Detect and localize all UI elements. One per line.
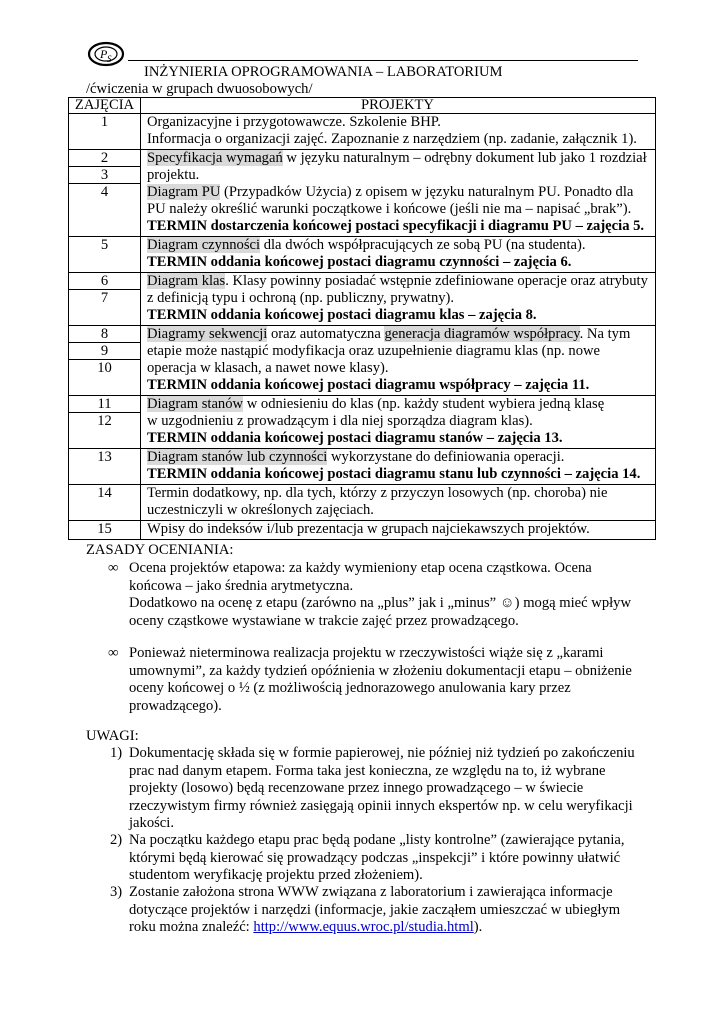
table-row [68, 114, 656, 150]
description-text: w odniesieniu do klas (np. każdy student wybiera jedną klasę [243, 396, 605, 412]
description-text: . Klasy powinny posiadać wstępnie zdefiniowane operacje oraz atrybuty [225, 273, 648, 289]
logo-emblem [86, 39, 132, 69]
session-number: 12 [97, 413, 112, 429]
session-number: 3 [69, 167, 140, 184]
description-text: operacja w klasach, a nawet nowe klasy). [147, 360, 389, 376]
page-title: INŻYNIERIA OPROGRAMOWANIA – LABORATORIUM [144, 64, 503, 80]
highlighted-term: Specyfikacja wymagań [147, 150, 283, 166]
description-text: uczestniczyli w określonych zajęciach. [147, 502, 374, 518]
studia-link[interactable]: http://www.equus.wroc.pl/studia.html [253, 919, 474, 935]
page-subtitle: /ćwiczenia w grupach dwuosobowych/ [86, 81, 313, 97]
description-text: Wpisy do indeksów i/lub prezentacja w grupach najciekawszych projektów. [147, 521, 590, 537]
grading-item-1: Ocena projektów etapowa: za każdy wymieniony etap ocena cząstkowa. Ocena końcowa – jako średnia arytmetyczna. Dodatkowo na ocenę z etapu (zarówno na „plus” jak i „minus” ☺) mogą mieć wpływ oceny cząstkowe wystawiane w trakcie zajęć przez prowadzącego. [129, 560, 632, 629]
project-description [147, 114, 653, 148]
session-number: 2 [69, 150, 140, 167]
description-text: (Przypadków Użycia) z opisem w języku naturalnym PU. Ponadto dla [220, 184, 634, 200]
project-description [147, 396, 653, 447]
description-text: Informacja o organizacji zajęć. Zapoznanie z narzędziem (np. zadanie, załącznik 1). [147, 131, 637, 147]
table-row [68, 237, 656, 273]
project-description [147, 449, 653, 483]
highlighted-term: Diagram stanów lub czynności [147, 449, 328, 465]
session-number: 14 [97, 485, 112, 501]
table-row [68, 521, 656, 540]
svg-text:S: S [107, 54, 112, 64]
description-text: PU należy określić warunki początkowe i końcowe (jeśli nie ma – napisać „brak”). [147, 201, 632, 217]
note-item-3: Zostanie założona strona WWW związana z laboratorium i zawierająca informacje dotyczące projektów i narzędzi (informacje, jakie zacząłem umieszczać w ubiegłym roku można znaleźć: http://www.equus.wroc.pl/studia.html). [129, 884, 621, 935]
grading-heading: ZASADY OCENIANIA: [86, 542, 234, 558]
session-number: 4 [100, 184, 109, 200]
project-description [147, 150, 653, 235]
column-header-projekty: PROJEKTY [361, 97, 434, 113]
description-text: w języku naturalnym – odrębny dokument lub jako 1 rozdział [282, 150, 647, 166]
table-row [68, 396, 656, 449]
highlighted-term: Diagram stanów [147, 396, 244, 412]
session-number: 1 [100, 114, 109, 130]
highlighted-term: Diagram czynności [147, 237, 261, 253]
note-text: ). [473, 919, 483, 935]
project-description [147, 521, 653, 538]
deadline-text: TERMIN oddania końcowej postaci diagramu stanów – zajęcia 13. [147, 430, 563, 446]
grading-item-2: Ponieważ nieterminowa realizacja projektu w rzeczywistości wiąże się z „karami umownymi”, za każdy tydzień opóźnienia w złożeniu dokumentacji etapu – obniżenie oceny końcowej o ½ (z możliwością jednorazowego anulowania kary przez prowadzącego). [129, 645, 632, 714]
deadline-text: TERMIN oddania końcowej postaci diagramu klas – zajęcia 8. [147, 307, 537, 323]
session-number: 8 [69, 326, 140, 343]
session-number: 9 [69, 343, 140, 360]
header-rule [128, 60, 638, 61]
note-item-2: Na początku każdego etapu prac będą podane „listy kontrolne” (zawierające pytania, którymi będą kierować się prowadzący podczas „inspekcji” i które powinny ułatwić studentom weryfikację projektu przed złożeniem). [129, 832, 625, 883]
highlighted-term: Diagram PU [147, 184, 221, 200]
description-text: projektu. [147, 167, 200, 183]
table-row [68, 273, 656, 326]
table-header-row [68, 97, 656, 114]
bullet-icon: ∞ [108, 560, 119, 576]
highlighted-term: generacja diagramów współpracy [384, 326, 580, 342]
table-row [68, 449, 656, 485]
table-row [68, 485, 656, 521]
description-text: w uzgodnieniu z prowadzącym i dla niej sporządza diagram klas). [147, 413, 533, 429]
description-text: . Na tym [579, 326, 631, 342]
note-text: roku można znaleźć: [129, 919, 254, 935]
description-text: dla dwóch współpracujących ze sobą PU (na studenta). [260, 237, 586, 253]
notes-heading: UWAGI: [86, 728, 139, 744]
highlighted-term: Diagram klas [147, 273, 226, 289]
session-number: 5 [100, 237, 109, 253]
project-description [147, 273, 653, 324]
note-number: 1) [110, 745, 123, 761]
description-text: z definicją typu i ochroną (np. publiczny, prywatny). [147, 290, 455, 306]
description-text: Organizacyjne i przygotowawcze. Szkolenie BHP. [147, 114, 441, 130]
session-number: 10 [97, 360, 112, 376]
table-row [68, 326, 656, 396]
session-number: 13 [97, 449, 112, 465]
svg-text:P: P [100, 47, 108, 61]
note-item-1: Dokumentację składa się w formie papierowej, nie później niż tydzień po zakończeniu prac nad danym etapem. Forma taka jest konieczna, ze względu na to, iż wybrane projekty (losowo) będą recenzowane przez innego prowadzącego – w świecie rzeczywistym firmy również zasięgają opinii innych ekspertów np. w celu weryfikacji jakości. [129, 745, 635, 831]
description-text: etapie może nastąpić modyfikacja oraz uzupełnienie diagramu klas (np. nowe [147, 343, 601, 359]
session-number: 15 [97, 521, 112, 537]
deadline-text: TERMIN oddania końcowej postaci diagramu czynności – zajęcia 6. [147, 254, 572, 270]
project-description [147, 326, 653, 394]
description-text: wykorzystane do definiowania operacji. [327, 449, 565, 465]
column-header-zajecia: ZAJĘCIA [69, 98, 141, 113]
deadline-text: TERMIN oddania końcowej postaci diagramu współpracy – zajęcia 11. [147, 377, 590, 393]
project-description [147, 237, 653, 271]
session-number: 7 [100, 290, 109, 306]
deadline-text: TERMIN oddania końcowej postaci diagramu stanu lub czynności – zajęcia 14. [147, 466, 641, 482]
highlighted-term: Diagramy sekwencji [147, 326, 268, 342]
note-number: 3) [110, 884, 123, 900]
deadline-text: TERMIN dostarczenia końcowej postaci specyfikacji i diagramu PU – zajęcia 5. [147, 218, 645, 234]
bullet-icon: ∞ [108, 645, 119, 661]
project-description [147, 485, 653, 519]
session-number: 11 [69, 396, 140, 413]
description-text: Termin dodatkowy, np. dla tych, którzy z przyczyn losowych (np. choroba) nie [147, 485, 608, 501]
note-number: 2) [110, 832, 123, 848]
description-text: oraz automatyczna [267, 326, 385, 342]
session-number: 6 [69, 273, 140, 290]
table-row [68, 150, 656, 237]
